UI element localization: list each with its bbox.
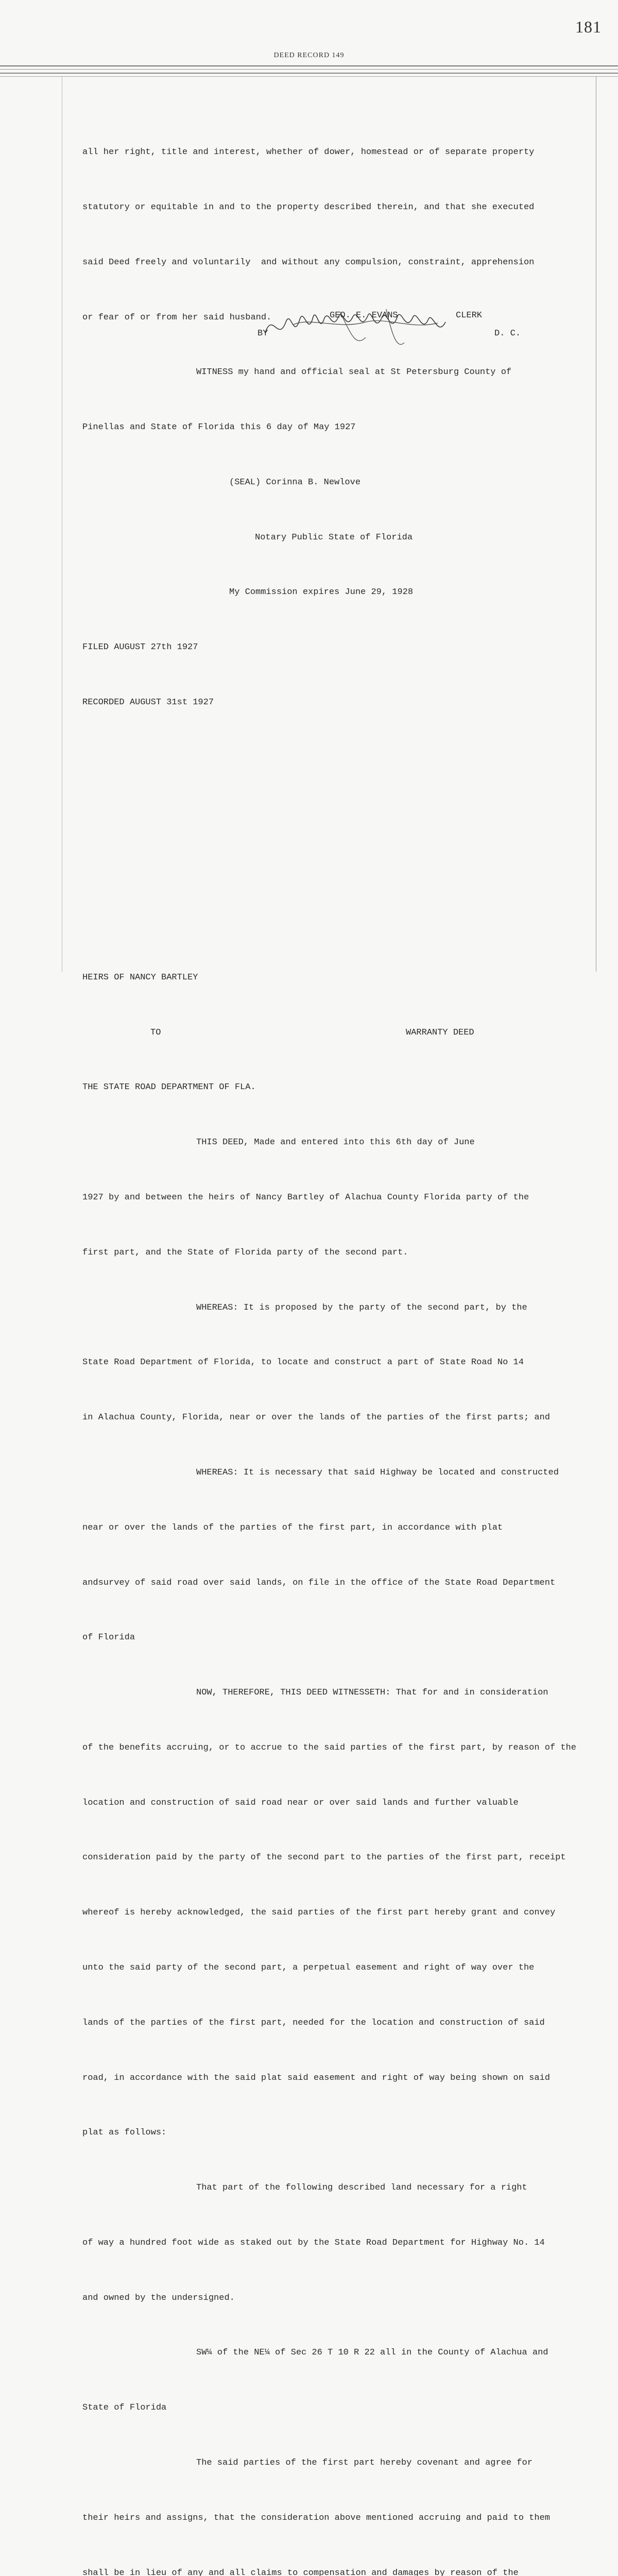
header-rule bbox=[0, 73, 618, 74]
header-rule bbox=[0, 76, 618, 77]
recorded-date: RECORDED AUGUST 31st 1927 bbox=[82, 698, 214, 707]
deed-line: shall be in lieu of any and all claims to compensation and damages by reason of the bbox=[82, 2568, 519, 2576]
deed-line: 1927 by and between the heirs of Nancy Bartley of Alachua County Florida party of the bbox=[82, 1193, 529, 1203]
header-rule bbox=[0, 69, 618, 70]
deed-line: The said parties of the first part hereby covenant and agree for bbox=[196, 2458, 533, 2468]
deed-line: SW¼ of the NE¼ of Sec 26 T 10 R 22 all in the County of Alachua and bbox=[196, 2348, 548, 2358]
deed-line: location and construction of said road near or over said lands and further valuable bbox=[82, 1798, 519, 1808]
header-rule bbox=[0, 65, 618, 66]
document-type: WARRANTY DEED bbox=[406, 1027, 474, 1038]
book-header: DEED RECORD 149 bbox=[273, 52, 345, 59]
deed-line: WHEREAS: It is necessary that said Highway be located and constructed bbox=[196, 1467, 559, 1478]
by-label: BY bbox=[258, 329, 268, 338]
deed-line: of way a hundred foot wide as staked out by the State Road Department for Highway No. 14 bbox=[82, 2238, 545, 2248]
grantee: THE STATE ROAD DEPARTMENT OF FLA. bbox=[82, 1082, 256, 1093]
deed-line: their heirs and assigns, that the consideration above mentioned accruing and paid to them bbox=[82, 2513, 550, 2523]
to-label: TO bbox=[150, 1027, 161, 1038]
ack-line: statutory or equitable in and to the property described therein, and that she executed bbox=[82, 202, 535, 212]
deed-line: unto the said party of the second part, a perpetual easement and right of way over the bbox=[82, 1962, 535, 1973]
deed-line: in Alachua County, Florida, near or over the lands of the parties of the first parts; and bbox=[82, 1413, 550, 1423]
deed-line: of the benefits accruing, or to accrue to the said parties of the first part, by reason of the bbox=[82, 1742, 576, 1753]
deed-line: consideration paid by the party of the second part to the parties of the first part, receipt bbox=[82, 1853, 566, 1863]
filed-date: FILED AUGUST 27th 1927 bbox=[82, 642, 198, 653]
deed-line: plat as follows: bbox=[82, 2128, 167, 2138]
deed-line: whereof is hereby acknowledged, the said parties of the first part hereby grant and convey bbox=[82, 1908, 556, 1918]
clerk-name: GEO. E. EVANS bbox=[330, 311, 398, 320]
document-body bbox=[82, 107, 603, 2576]
deed-line: andsurvey of said road over said lands, on file in the office of the State Road Department bbox=[82, 1578, 556, 1588]
deed-line: and owned by the undersigned. bbox=[82, 2293, 235, 2303]
deed-line: State Road Department of Florida, to locate and construct a part of State Road No 14 bbox=[82, 1358, 524, 1368]
witness-line: Pinellas and State of Florida this 6 day of May 1927 bbox=[82, 422, 356, 433]
deed-line: of Florida bbox=[82, 1633, 135, 1643]
deed-line: WHEREAS: It is proposed by the party of the second part, by the bbox=[196, 1302, 527, 1313]
deed-line: near or over the lands of the parties of the first part, in accordance with plat bbox=[82, 1522, 503, 1533]
notary-seal: (SEAL) Corinna B. Newlove bbox=[229, 477, 361, 487]
deed-line: That part of the following described land necessary for a right bbox=[196, 2183, 527, 2193]
deed-line: THIS DEED, Made and entered into this 6th day of June bbox=[196, 1138, 475, 1148]
grantor: HEIRS OF NANCY BARTLEY bbox=[82, 972, 198, 982]
notary-title: Notary Public State of Florida bbox=[255, 532, 413, 543]
handwritten-signature bbox=[263, 301, 453, 353]
clerk-title: CLERK bbox=[456, 311, 483, 320]
deed-line: road, in accordance with the said plat said easement and right of way being shown on said bbox=[82, 2073, 550, 2083]
notary-commission: My Commission expires June 29, 1928 bbox=[229, 587, 414, 598]
deed-line: first part, and the State of Florida party of the second part. bbox=[82, 1247, 408, 1258]
ack-line: or fear of or from her said husband. bbox=[82, 312, 272, 323]
clerk-signature-block bbox=[258, 307, 546, 348]
deed-line: NOW, THEREFORE, THIS DEED WITNESSETH: That for and in consideration bbox=[196, 1688, 548, 1698]
ack-line: all her right, title and interest, whether of dower, homestead or of separate property bbox=[82, 147, 535, 158]
deed-line: State of Florida bbox=[82, 2403, 167, 2413]
ack-line: said Deed freely and voluntarily and without any compulsion, constraint, apprehension bbox=[82, 257, 535, 267]
page-number: 181 bbox=[575, 18, 602, 36]
deed-line: lands of the parties of the first part, needed for the location and construction of said bbox=[82, 2018, 545, 2028]
deputy-clerk-label: D. C. bbox=[494, 329, 521, 338]
witness-line: WITNESS my hand and official seal at St Petersburg County of bbox=[196, 367, 512, 378]
